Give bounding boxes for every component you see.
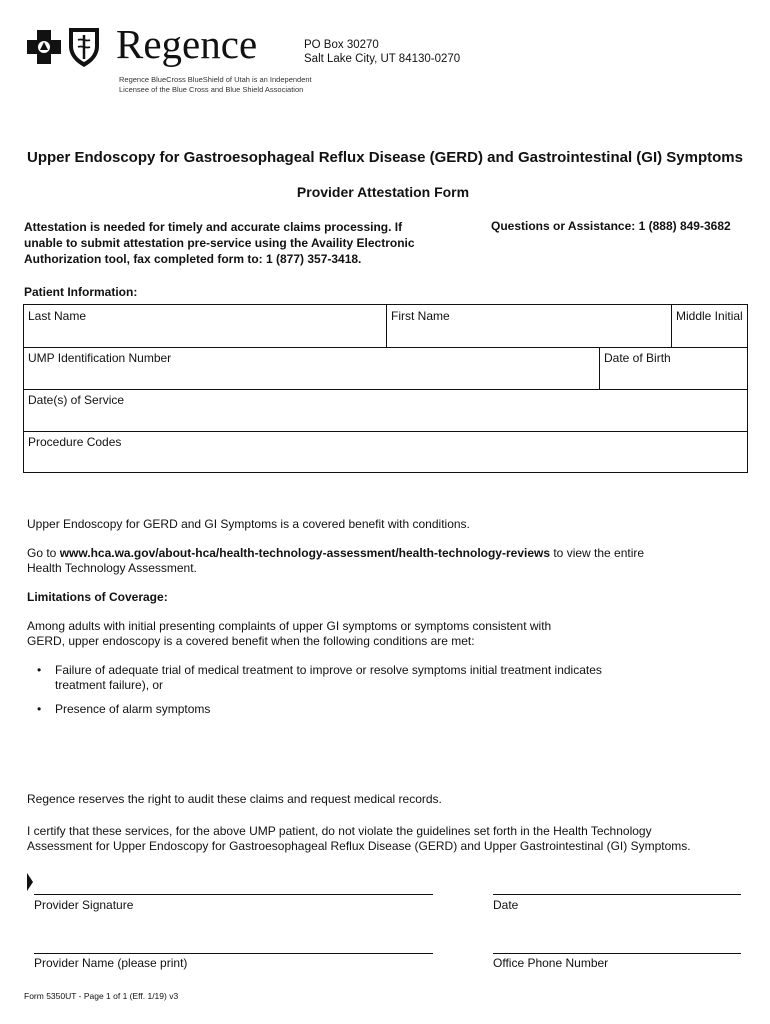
hta-link[interactable]: www.hca.wa.gov/about-hca/health-technology-assessment/health-technology-reviews [59, 546, 551, 560]
goto-suffix: to view the entire [550, 546, 645, 560]
address-line2: Salt Lake City, UT 84130-0270 [304, 53, 461, 65]
hta-reference [27, 546, 644, 576]
first-name-label: First Name [391, 309, 450, 323]
procedure-codes-field[interactable] [24, 431, 747, 472]
bullet-treatment-failure [55, 663, 602, 693]
bullet-marker: • [37, 663, 42, 677]
among-line2: GERD, upper endoscopy is a covered benefit when the following conditions are met: [27, 634, 475, 648]
limitations-heading: Limitations of Coverage: [27, 590, 168, 604]
attestation-line1: Attestation is needed for timely and accurate claims processing. If [24, 220, 403, 234]
ump-id-field[interactable] [24, 347, 599, 389]
attestation-instructions [24, 219, 464, 267]
service-row [24, 389, 747, 432]
bullet1-line2: treatment failure), or [55, 678, 164, 692]
date-line[interactable] [493, 894, 741, 895]
provider-name-label: Provider Name (please print) [34, 956, 188, 970]
middle-initial-label: Middle Initial [676, 309, 743, 323]
form-subtitle: Provider Attestation Form [296, 184, 470, 200]
procedure-codes-label: Procedure Codes [28, 435, 122, 449]
bullet1-line1: Failure of adequate trial of medical treatment to improve or resolve symptoms initial treatment indicates [55, 663, 602, 677]
brand-disclaimer-line1: Regence BlueCross BlueShield of Utah is an Independent [119, 75, 312, 84]
form-title: Upper Endoscopy for Gastroesophageal Reflux Disease (GERD) and Gastrointestinal (GI) Symptoms [27, 149, 743, 166]
certify-line1: I certify that these services, for the above UMP patient, do not violate the guidelines set forth in the Health Technology [27, 824, 652, 838]
coverage-conditions-intro [27, 619, 551, 649]
brand-disclaimer [119, 75, 312, 95]
provider-signature-line[interactable] [34, 894, 433, 895]
procedure-row [24, 431, 747, 472]
address-line1: PO Box 30270 [304, 39, 379, 51]
date-of-birth-field[interactable] [599, 347, 747, 389]
among-line1: Among adults with initial presenting complaints of upper GI symptoms or symptoms consistent with [27, 619, 552, 633]
attestation-line2: unable to submit attestation pre-service using the Availity Electronic [24, 236, 415, 250]
id-row [24, 347, 747, 390]
last-name-field[interactable] [24, 305, 386, 347]
brand-name: Regence [116, 21, 258, 67]
date-label: Date [493, 898, 519, 912]
bullet-alarm-symptoms: Presence of alarm symptoms [55, 702, 211, 716]
blue-cross-blue-shield-logo [27, 26, 101, 68]
audit-notice: Regence reserves the right to audit these claims and request medical records. [27, 792, 442, 806]
name-row [24, 305, 747, 348]
last-name-label: Last Name [28, 309, 87, 323]
sign-here-arrow-icon [27, 873, 33, 891]
goto-prefix: Go to [27, 546, 60, 560]
provider-signature-label: Provider Signature [34, 898, 134, 912]
first-name-field[interactable] [386, 305, 671, 347]
patient-info-heading: Patient Information: [24, 285, 138, 299]
mailing-address [304, 38, 460, 66]
certify-line2: Assessment for Upper Endoscopy for Gastroesophageal Reflux Disease (GERD) and Upper Gastrointestinal (GI) Symptoms. [27, 839, 691, 853]
dates-of-service-field[interactable] [24, 389, 747, 431]
dates-of-service-label: Date(s) of Service [28, 393, 125, 407]
questions-phone: Questions or Assistance: 1 (888) 849-3682 [491, 219, 731, 233]
brand-disclaimer-line2: Licensee of the Blue Cross and Blue Shield Association [119, 85, 304, 94]
attestation-line3: Authorization tool, fax completed form to: 1 (877) 357-3418. [24, 252, 362, 266]
form-footer: Form 5350UT - Page 1 of 1 (Eff. 1/19) v3 [24, 991, 179, 1001]
goto-line2: Health Technology Assessment. [27, 561, 197, 575]
covered-benefit-text: Upper Endoscopy for GERD and GI Symptoms is a covered benefit with conditions. [27, 517, 470, 531]
middle-initial-field[interactable] [671, 305, 747, 347]
ump-id-label: UMP Identification Number [28, 351, 172, 365]
certification-statement [27, 824, 691, 854]
office-phone-line[interactable] [493, 953, 741, 954]
office-phone-label: Office Phone Number [493, 956, 609, 970]
patient-info-table [23, 304, 748, 473]
bullet-marker: • [37, 702, 42, 716]
date-of-birth-label: Date of Birth [604, 351, 671, 365]
provider-name-line[interactable] [34, 953, 433, 954]
